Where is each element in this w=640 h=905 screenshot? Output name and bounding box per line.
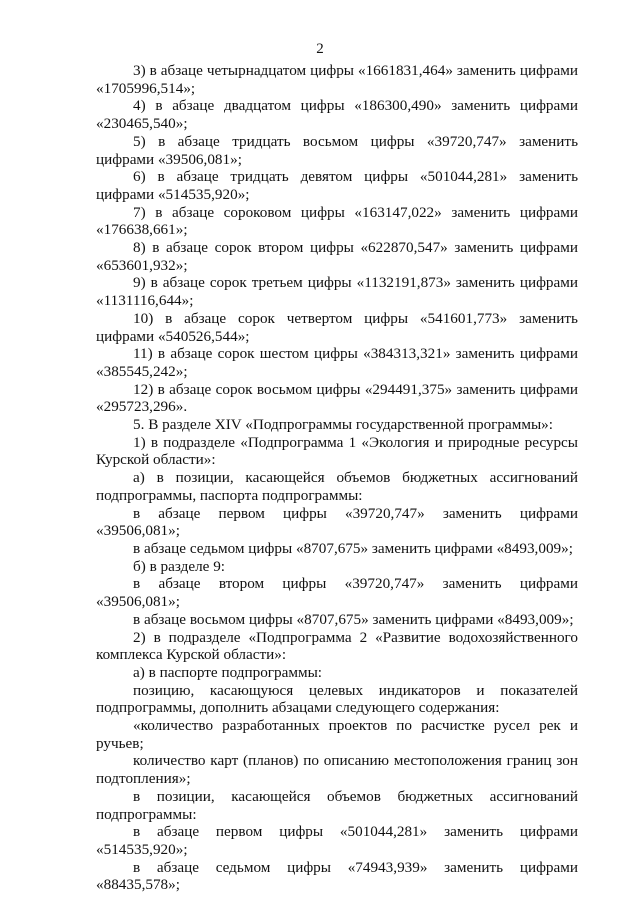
paragraph: позицию, касающуюся целевых индикаторов и показателей подпрограммы, дополнить абзацами следующего содержания: bbox=[96, 681, 578, 717]
paragraph: «количество разработанных проектов по расчистке русел рек и ручьев; bbox=[96, 717, 578, 752]
paragraph: а) в паспорте подпрограммы: bbox=[133, 663, 322, 681]
paragraph: в абзаце седьмом цифры «8707,675» заменить цифрами «8493,009»; bbox=[133, 539, 573, 557]
paragraph: 12) в абзаце сорок восьмом цифры «294491,375» заменить цифрами «295723,296». bbox=[96, 380, 578, 416]
paragraph: а) в позиции, касающейся объемов бюджетных ассигнований подпрограммы, паспорта подпрограммы: bbox=[96, 469, 578, 504]
paragraph: 9) в абзаце сорок третьем цифры «1132191,873» заменить цифрами «1131116,644»; bbox=[96, 274, 578, 310]
paragraph: количество карт (планов) по описанию местоположения границ зон подтопления»; bbox=[96, 752, 578, 788]
paragraph: в абзаце первом цифры «501044,281» заменить цифрами «514535,920»; bbox=[96, 823, 578, 858]
paragraph: 1) в подразделе «Подпрограмма 1 «Экология и природные ресурсы Курской области»: bbox=[96, 433, 578, 469]
document-body bbox=[96, 62, 578, 894]
paragraph: 7) в абзаце сороковом цифры «163147,022» заменить цифрами «176638,661»; bbox=[96, 203, 578, 239]
paragraph: в абзаце седьмом цифры «74943,939» заменить цифрами «88435,578»; bbox=[96, 858, 578, 894]
paragraph: в абзаце первом цифры «39720,747» заменить цифрами «39506,081»; bbox=[96, 504, 578, 540]
paragraph: в позиции, касающейся объемов бюджетных ассигнований подпрограммы: bbox=[96, 787, 578, 823]
paragraph: 5. В разделе XIV «Подпрограммы государственной программы»: bbox=[133, 416, 553, 434]
paragraph: 8) в абзаце сорок втором цифры «622870,547» заменить цифрами «653601,932»; bbox=[96, 239, 578, 274]
paragraph: в абзаце втором цифры «39720,747» заменить цифрами «39506,081»; bbox=[96, 575, 578, 611]
paragraph: 11) в абзаце сорок шестом цифры «384313,321» заменить цифрами «385545,242»; bbox=[96, 345, 578, 380]
paragraph: 4) в абзаце двадцатом цифры «186300,490» заменить цифрами «230465,540»; bbox=[96, 97, 578, 133]
paragraph: в абзаце восьмом цифры «8707,675» заменить цифрами «8493,009»; bbox=[133, 610, 574, 628]
paragraph: б) в разделе 9: bbox=[133, 557, 226, 575]
paragraph: 3) в абзаце четырнадцатом цифры «1661831,464» заменить цифрами «1705996,514»; bbox=[96, 62, 578, 97]
paragraph: 5) в абзаце тридцать восьмом цифры «39720,747» заменить цифрами «39506,081»; bbox=[96, 132, 578, 168]
paragraph: 6) в абзаце тридцать девятом цифры «501044,281» заменить цифрами «514535,920»; bbox=[96, 168, 578, 203]
paragraph: 2) в подразделе «Подпрограмма 2 «Развитие водохозяйственного комплекса Курской области»: bbox=[96, 628, 578, 664]
paragraph: 10) в абзаце сорок четвертом цифры «541601,773» заменить цифрами «540526,544»; bbox=[96, 309, 578, 345]
page-number: 2 bbox=[316, 41, 324, 57]
